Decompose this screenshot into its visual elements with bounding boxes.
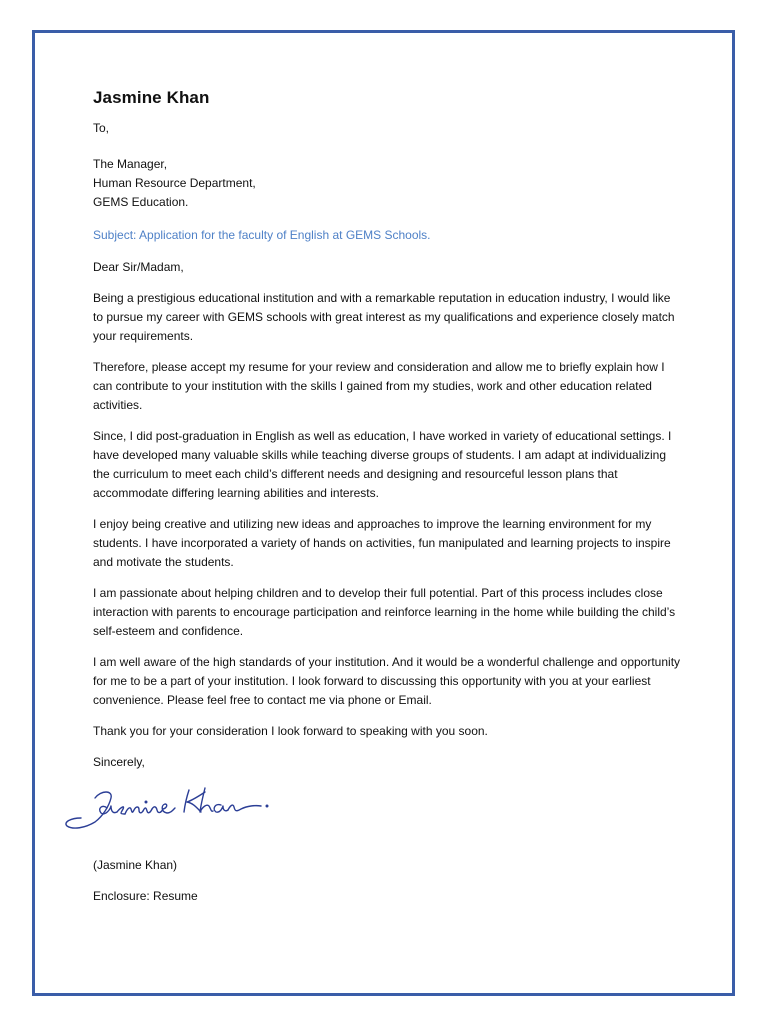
sender-name: Jasmine Khan	[93, 88, 210, 107]
body-paragraph-6: I am well aware of the high standards of your institution. And it would be a wonderful challenge and opportunity for me to be a part of your institution. I look forward to discussing this opportunity with you at your earliest convenience. Please feel free to contact me via phone or Email.	[93, 655, 681, 707]
greeting: Dear Sir/Madam,	[93, 260, 184, 274]
recipient-address	[93, 155, 683, 212]
salutation-to: To,	[93, 121, 110, 135]
body-paragraph-1: Being a prestigious educational institution and with a remarkable reputation in education industry, I would like to pursue my career with GEMS schools with great interest as my qualifications and experience closely match your requirements.	[93, 291, 675, 343]
body-paragraph-4: I enjoy being creative and utilizing new ideas and approaches to improve the learning environment for my students. I have incorporated a variety of hands on activities, fun manipulated and learning projects to inspire and motivate the students.	[93, 517, 671, 569]
enclosure-note: Enclosure: Resume	[93, 889, 198, 903]
recipient-line-3: GEMS Education.	[93, 195, 189, 209]
body-paragraph-2: Therefore, please accept my resume for your review and consideration and allow me to briefly explain how I can contribute to your institution with the skills I gained from my studies, work and other education related activities.	[93, 360, 665, 412]
printed-name: (Jasmine Khan)	[93, 858, 178, 872]
recipient-line-2: Human Resource Department,	[93, 176, 256, 190]
handwritten-signature	[55, 776, 295, 846]
subject-line: Subject: Application for the faculty of English at GEMS Schools.	[93, 228, 431, 242]
body-paragraph-5: I am passionate about helping children and to develop their full potential. Part of this process includes close interaction with parents to encourage participation and reinforce learning in the home while building the child’s self-esteem and confidence.	[93, 586, 676, 638]
closing: Sincerely,	[93, 755, 145, 769]
letter-content	[93, 86, 683, 906]
recipient-line-1: The Manager,	[93, 157, 168, 171]
body-paragraph-3: Since, I did post-graduation in English as well as education, I have worked in variety of educational settings. I have developed many valuable skills while teaching diverse groups of students. I am adapt at individualizing the curriculum to meet each child’s different needs and designing and resourceful lesson plans that accommodate differing learning abilities and interests.	[93, 429, 672, 500]
body-paragraph-7: Thank you for your consideration I look forward to speaking with you soon.	[93, 724, 488, 738]
